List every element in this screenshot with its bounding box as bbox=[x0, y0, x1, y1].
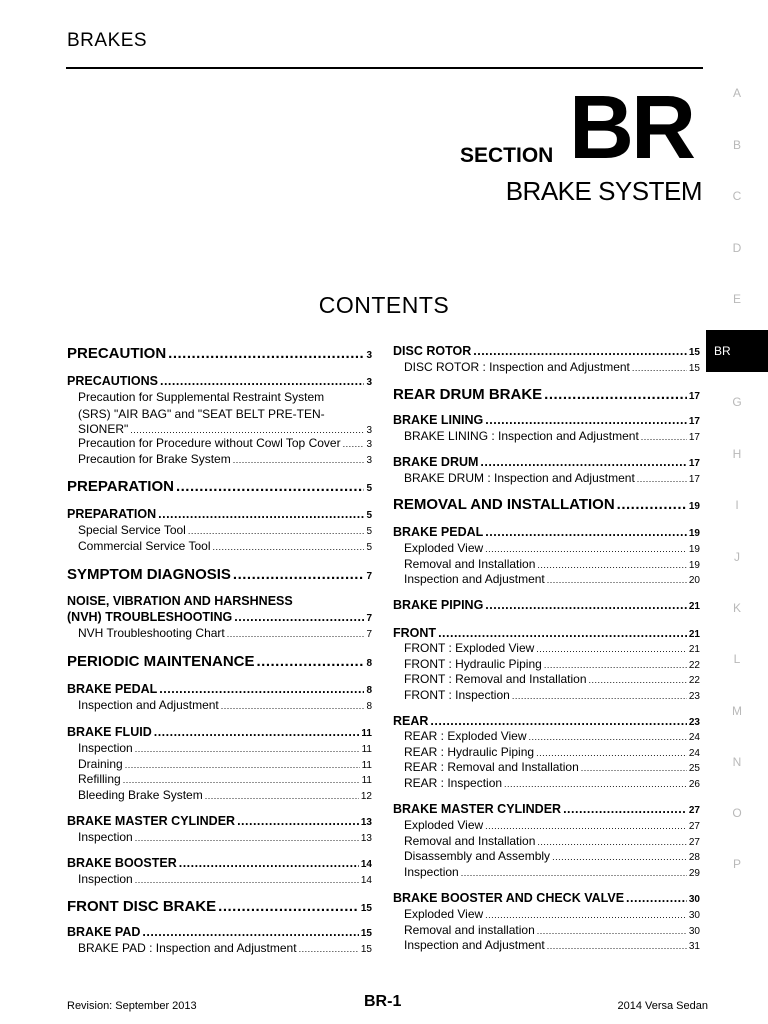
toc-entry-title: Removal and installation bbox=[404, 923, 535, 937]
toc-leader-dots bbox=[158, 507, 364, 521]
toc-leader-dots bbox=[205, 791, 359, 801]
toc-entry[interactable] bbox=[67, 610, 372, 624]
toc-entry[interactable] bbox=[393, 760, 700, 774]
toc-entry[interactable] bbox=[393, 626, 700, 640]
toc-entry-title: FRONT DISC BRAKE bbox=[67, 898, 217, 915]
toc-leader-dots bbox=[160, 374, 364, 388]
toc-leader-dots bbox=[233, 566, 365, 583]
toc-leader-dots bbox=[221, 701, 365, 711]
toc-page-number: 5 bbox=[366, 526, 372, 537]
toc-entry[interactable] bbox=[67, 872, 372, 886]
toc-entry[interactable] bbox=[67, 436, 372, 450]
index-tab-n[interactable]: N bbox=[732, 755, 742, 769]
toc-leader-dots bbox=[552, 852, 687, 862]
toc-entry[interactable] bbox=[67, 422, 372, 436]
toc-leader-dots bbox=[233, 455, 365, 465]
toc-entry-title: REAR : Exploded View bbox=[404, 729, 527, 743]
toc-entry[interactable] bbox=[393, 834, 700, 848]
toc-leader-dots bbox=[430, 714, 686, 728]
toc-entry-title: PREPARATION bbox=[67, 507, 157, 521]
toc-leader-dots bbox=[485, 525, 687, 539]
toc-page-number: 22 bbox=[688, 660, 700, 671]
toc-leader-dots bbox=[257, 653, 365, 670]
toc-entry-title: Removal and Installation bbox=[404, 834, 536, 848]
toc-leader-dots bbox=[537, 837, 686, 847]
toc-entry-title: FRONT : Hydraulic Piping bbox=[404, 657, 542, 671]
toc-leader-dots bbox=[188, 526, 365, 536]
toc-page-number: 19 bbox=[688, 528, 700, 539]
toc-page-number: 14 bbox=[360, 875, 372, 886]
toc-entry-title: BRAKE PIPING bbox=[393, 598, 484, 612]
toc-leader-dots bbox=[299, 944, 359, 954]
index-tab-c[interactable]: C bbox=[732, 189, 742, 203]
toc-entry[interactable] bbox=[393, 907, 700, 921]
toc-entry[interactable] bbox=[393, 525, 700, 539]
toc-leader-dots bbox=[179, 856, 359, 870]
toc-leader-dots bbox=[512, 691, 687, 701]
index-tab-a[interactable]: A bbox=[732, 86, 741, 100]
toc-entry[interactable] bbox=[393, 865, 700, 879]
toc-page-number: 12 bbox=[360, 791, 372, 802]
toc-page-number: 19 bbox=[688, 544, 700, 555]
toc-page-number: 17 bbox=[688, 432, 700, 443]
toc-entry[interactable] bbox=[393, 714, 700, 728]
toc-page-number: 21 bbox=[688, 644, 700, 655]
toc-entry-title: PRECAUTION bbox=[67, 345, 167, 362]
toc-entry-title: BRAKE BOOSTER bbox=[67, 856, 177, 870]
toc-entry[interactable] bbox=[67, 523, 372, 537]
contents-title: CONTENTS bbox=[318, 292, 450, 318]
toc-page-number: 24 bbox=[688, 732, 700, 743]
toc-entry[interactable] bbox=[67, 374, 372, 388]
toc-entry[interactable] bbox=[393, 344, 700, 358]
toc-entry[interactable] bbox=[67, 898, 372, 915]
toc-entry-title: BRAKE MASTER CYLINDER bbox=[393, 802, 562, 816]
toc-leader-dots bbox=[632, 363, 687, 373]
toc-entry[interactable] bbox=[393, 386, 700, 403]
toc-entry[interactable] bbox=[393, 429, 700, 443]
toc-entry-title: BRAKE PAD bbox=[67, 925, 141, 939]
toc-leader-dots bbox=[536, 644, 687, 654]
toc-page-number: 3 bbox=[366, 425, 372, 436]
toc-leader-dots bbox=[227, 629, 365, 639]
footer-revision: Revision: September 2013 bbox=[67, 1000, 197, 1012]
toc-leader-dots bbox=[473, 344, 687, 358]
toc-entry[interactable] bbox=[67, 682, 372, 696]
toc-entry-title: NVH Troubleshooting Chart bbox=[78, 626, 225, 640]
toc-entry-title: PREPARATION bbox=[67, 478, 174, 495]
toc-entry-title-line: (SRS) "AIR BAG" and "SEAT BELT PRE-TEN- bbox=[78, 406, 325, 421]
toc-entry[interactable] bbox=[67, 941, 372, 955]
footer-page-number: BR-1 bbox=[364, 993, 402, 1010]
toc-page-number: 25 bbox=[688, 763, 700, 774]
toc-entry-title: Precaution for Brake System bbox=[78, 452, 231, 466]
toc-entry[interactable] bbox=[67, 653, 372, 670]
toc-page-number: 27 bbox=[688, 805, 700, 816]
toc-entry-title: DISC ROTOR : Inspection and Adjustment bbox=[404, 360, 630, 374]
toc-entry-title: SYMPTOM DIAGNOSIS bbox=[67, 566, 231, 583]
toc-entry-title: BRAKE PEDAL bbox=[67, 682, 158, 696]
toc-entry[interactable] bbox=[393, 657, 700, 671]
index-tab-l[interactable]: L bbox=[733, 652, 741, 666]
toc-entry-title: BRAKE DRUM : Inspection and Adjustment bbox=[404, 471, 635, 485]
section-word: SECTION bbox=[460, 144, 554, 167]
index-tab-o[interactable]: O bbox=[732, 806, 742, 820]
toc-page-number: 22 bbox=[688, 675, 700, 686]
toc-entry[interactable] bbox=[67, 725, 372, 739]
toc-entry[interactable] bbox=[393, 641, 700, 655]
toc-leader-dots bbox=[641, 432, 687, 442]
toc-entry[interactable] bbox=[67, 478, 372, 495]
toc-entry-title: Inspection and Adjustment bbox=[404, 938, 545, 952]
toc-entry-title: Refilling bbox=[78, 772, 121, 786]
toc-entry[interactable] bbox=[67, 698, 372, 712]
toc-entry-title: Inspection bbox=[78, 741, 133, 755]
toc-leader-dots bbox=[485, 910, 687, 920]
toc-leader-dots bbox=[130, 425, 364, 435]
index-tab-br[interactable]: BR bbox=[706, 330, 768, 372]
toc-leader-dots bbox=[343, 439, 365, 449]
toc-page-number: 13 bbox=[360, 833, 372, 844]
toc-entry-title: BRAKE FLUID bbox=[67, 725, 152, 739]
toc-page-number: 28 bbox=[688, 852, 700, 863]
toc-entry-title: Exploded View bbox=[404, 541, 484, 555]
toc-page-number: 11 bbox=[361, 744, 372, 755]
toc-entry-title: Draining bbox=[78, 757, 123, 771]
index-tab-e[interactable]: E bbox=[732, 292, 741, 306]
toc-entry-title: PERIODIC MAINTENANCE bbox=[67, 653, 255, 670]
toc-entry-title: Inspection bbox=[78, 830, 133, 844]
toc-leader-dots bbox=[176, 478, 364, 495]
toc-page-number: 27 bbox=[688, 821, 700, 832]
toc-leader-dots bbox=[537, 926, 687, 936]
toc-entry[interactable] bbox=[67, 452, 372, 466]
toc-entry-title: Bleeding Brake System bbox=[78, 788, 203, 802]
toc-entry[interactable] bbox=[393, 471, 700, 485]
toc-entry[interactable] bbox=[393, 688, 700, 702]
toc-page-number: 17 bbox=[688, 458, 700, 469]
toc-entry[interactable] bbox=[393, 455, 700, 469]
toc-leader-dots bbox=[480, 455, 686, 469]
toc-page-number: 26 bbox=[688, 779, 700, 790]
toc-leader-dots bbox=[637, 474, 687, 484]
toc-leader-dots bbox=[547, 941, 687, 951]
toc-page-number: 27 bbox=[688, 837, 700, 848]
toc-page-number: 15 bbox=[360, 903, 372, 914]
header-title: BRAKES bbox=[67, 30, 148, 51]
toc-entry[interactable] bbox=[67, 757, 372, 771]
toc-page-number: 3 bbox=[366, 439, 372, 450]
toc-page-number: 21 bbox=[688, 601, 700, 612]
toc-page-number: 31 bbox=[688, 941, 700, 952]
toc-entry-title: Exploded View bbox=[404, 907, 484, 921]
toc-entry-title: Precaution for Procedure without Cowl Top Cover bbox=[78, 436, 341, 450]
toc-entry-multiline[interactable] bbox=[67, 389, 372, 422]
toc-entry[interactable] bbox=[393, 891, 700, 905]
toc-entry[interactable] bbox=[67, 788, 372, 802]
toc-page-number: 30 bbox=[688, 926, 700, 937]
toc-leader-dots bbox=[485, 413, 687, 427]
toc-entry-title: Commercial Service Tool bbox=[78, 539, 211, 553]
toc-leader-dots bbox=[142, 925, 358, 939]
toc-leader-dots bbox=[537, 560, 686, 570]
toc-page-number: 15 bbox=[688, 347, 700, 358]
toc-leader-dots bbox=[154, 725, 360, 739]
toc-leader-dots bbox=[529, 732, 687, 742]
index-tab-d[interactable]: D bbox=[732, 241, 742, 255]
toc-leader-dots bbox=[547, 575, 687, 585]
section-name: BRAKE SYSTEM bbox=[505, 176, 702, 206]
toc-entry-title: BRAKE LINING : Inspection and Adjustment bbox=[404, 429, 639, 443]
toc-leader-dots bbox=[213, 542, 365, 552]
toc-entry-title: Inspection and Adjustment bbox=[404, 572, 545, 586]
toc-entry-title: FRONT : Exploded View bbox=[404, 641, 535, 655]
toc-page-number: 11 bbox=[361, 760, 372, 771]
index-tab-i[interactable]: I bbox=[735, 498, 739, 512]
toc-entry[interactable] bbox=[67, 566, 372, 583]
toc-leader-dots bbox=[135, 833, 359, 843]
toc-page-number: 13 bbox=[360, 817, 372, 828]
toc-entry-title: FRONT : Removal and Installation bbox=[404, 672, 587, 686]
toc-page-number: 23 bbox=[688, 691, 700, 702]
toc-entry-title: Exploded View bbox=[404, 818, 484, 832]
toc-entry-title: Disassembly and Assembly bbox=[404, 849, 551, 863]
toc-page-number: 29 bbox=[688, 868, 700, 879]
toc-entry-title: REAR bbox=[393, 714, 429, 728]
toc-leader-dots bbox=[123, 775, 360, 785]
toc-page-number: 15 bbox=[688, 363, 700, 374]
toc-entry[interactable] bbox=[393, 849, 700, 863]
toc-page-number: 19 bbox=[688, 501, 700, 512]
toc-page-number: 7 bbox=[366, 613, 372, 624]
toc-page-number: 11 bbox=[361, 775, 372, 786]
toc-leader-dots bbox=[125, 760, 360, 770]
footer-model: 2014 Versa Sedan bbox=[617, 1000, 708, 1012]
toc-entry-title: FRONT : Inspection bbox=[404, 688, 510, 702]
toc-entry[interactable] bbox=[67, 830, 372, 844]
toc-entry-title: Inspection bbox=[404, 865, 459, 879]
toc-page-number: 17 bbox=[688, 391, 700, 402]
toc-entry[interactable] bbox=[393, 729, 700, 743]
toc-entry-title: REAR : Hydraulic Piping bbox=[404, 745, 535, 759]
toc-page-number: 3 bbox=[366, 377, 372, 388]
toc-page-number: 17 bbox=[688, 474, 700, 485]
toc-page-number: 15 bbox=[360, 944, 372, 955]
toc-entry-title: DISC ROTOR bbox=[393, 344, 472, 358]
toc-leader-dots bbox=[135, 744, 360, 754]
toc-entry-title-line: Precaution for Supplemental Restraint System bbox=[78, 390, 325, 404]
toc-leader-dots bbox=[485, 821, 687, 831]
toc-entry[interactable] bbox=[393, 360, 700, 374]
toc-entry[interactable] bbox=[67, 856, 372, 870]
toc-entry-title-line: NOISE, VIBRATION AND HARSHNESS bbox=[67, 594, 293, 608]
index-tab-k[interactable]: K bbox=[732, 601, 741, 615]
toc-entry-title: Removal and Installation bbox=[404, 557, 536, 571]
toc-entry[interactable] bbox=[67, 772, 372, 786]
toc-leader-dots bbox=[168, 345, 364, 362]
toc-page-number: 8 bbox=[366, 701, 372, 712]
toc-entry-title: BRAKE LINING bbox=[393, 413, 484, 427]
toc-page-number: 5 bbox=[366, 542, 372, 553]
toc-entry[interactable] bbox=[393, 496, 700, 513]
toc-entry[interactable] bbox=[393, 413, 700, 427]
toc-page-number: 24 bbox=[688, 748, 700, 759]
toc-page-number: 5 bbox=[366, 510, 372, 521]
toc-entry-title: Inspection bbox=[78, 872, 133, 886]
toc-page-number: 15 bbox=[360, 928, 372, 939]
toc-page-number: 8 bbox=[366, 658, 372, 669]
toc-page-number: 7 bbox=[366, 629, 372, 640]
toc-leader-dots bbox=[589, 675, 687, 685]
toc-entry[interactable] bbox=[393, 598, 700, 612]
toc-page-number: 14 bbox=[360, 859, 372, 870]
toc-entry-title: REAR DRUM BRAKE bbox=[393, 386, 543, 403]
toc-entry[interactable] bbox=[393, 557, 700, 571]
toc-leader-dots bbox=[581, 763, 687, 773]
toc-entry[interactable] bbox=[393, 541, 700, 555]
toc-page-number: 11 bbox=[361, 728, 372, 739]
index-tab-b[interactable]: B bbox=[732, 138, 741, 152]
toc-entry-title: PRECAUTIONS bbox=[67, 374, 158, 388]
toc-leader-dots bbox=[504, 779, 687, 789]
toc-entry-title: REMOVAL AND INSTALLATION bbox=[393, 496, 615, 513]
toc-entry[interactable] bbox=[393, 776, 700, 790]
toc-entry-title: BRAKE BOOSTER AND CHECK VALVE bbox=[393, 891, 625, 905]
toc-page-number: 3 bbox=[366, 350, 372, 361]
toc-leader-dots bbox=[234, 610, 364, 624]
toc-leader-dots bbox=[544, 386, 687, 403]
index-tab-m[interactable]: M bbox=[732, 704, 742, 718]
toc-entry-title: FRONT bbox=[393, 626, 437, 640]
toc-page-number: 8 bbox=[366, 685, 372, 696]
index-tab-j[interactable]: J bbox=[734, 550, 740, 564]
toc-entry[interactable] bbox=[67, 345, 372, 362]
toc-page-number: 3 bbox=[366, 455, 372, 466]
toc-entry-title: BRAKE PAD : Inspection and Adjustment bbox=[78, 941, 297, 955]
toc-page-number: 7 bbox=[366, 571, 372, 582]
toc-entry[interactable] bbox=[393, 672, 700, 686]
toc-leader-dots bbox=[461, 868, 687, 878]
toc-entry-multiline[interactable] bbox=[67, 593, 372, 610]
toc-entry[interactable] bbox=[67, 539, 372, 553]
toc-entry[interactable] bbox=[393, 745, 700, 759]
toc-leader-dots bbox=[536, 748, 687, 758]
toc-leader-dots bbox=[135, 875, 359, 885]
toc-entry-title: BRAKE PEDAL bbox=[393, 525, 484, 539]
toc-entry[interactable] bbox=[393, 938, 700, 952]
header-rule bbox=[66, 67, 703, 69]
toc-entry[interactable] bbox=[67, 925, 372, 939]
toc-leader-dots bbox=[617, 496, 687, 513]
index-tab-p[interactable]: P bbox=[732, 857, 741, 871]
toc-leader-dots bbox=[159, 682, 364, 696]
toc-entry[interactable] bbox=[67, 814, 372, 828]
toc-entry[interactable] bbox=[67, 507, 372, 521]
toc-page-number: 30 bbox=[688, 910, 700, 921]
toc-page-number: 20 bbox=[688, 575, 700, 586]
toc-leader-dots bbox=[237, 814, 359, 828]
toc-page-number: 30 bbox=[688, 894, 700, 905]
toc-leader-dots bbox=[626, 891, 687, 905]
toc-entry-title: SIONER" bbox=[78, 422, 129, 436]
toc-entry-title: REAR : Removal and Installation bbox=[404, 760, 579, 774]
toc-entry[interactable] bbox=[393, 572, 700, 586]
toc-leader-dots bbox=[563, 802, 687, 816]
toc-entry-title: BRAKE MASTER CYLINDER bbox=[67, 814, 236, 828]
toc-leader-dots bbox=[218, 898, 359, 915]
toc-page-number: 5 bbox=[366, 483, 372, 494]
toc-entry-title: Inspection and Adjustment bbox=[78, 698, 219, 712]
toc-page-number: 23 bbox=[688, 717, 700, 728]
toc-leader-dots bbox=[485, 544, 687, 554]
toc-page-number: 17 bbox=[688, 416, 700, 427]
toc-entry[interactable] bbox=[67, 741, 372, 755]
index-tab-h[interactable]: H bbox=[732, 447, 742, 461]
toc-leader-dots bbox=[438, 626, 687, 640]
toc-entry-title: REAR : Inspection bbox=[404, 776, 503, 790]
toc-entry[interactable] bbox=[67, 626, 372, 640]
toc-entry[interactable] bbox=[393, 818, 700, 832]
toc-entry[interactable] bbox=[393, 802, 700, 816]
toc-entry-title: BRAKE DRUM bbox=[393, 455, 479, 469]
toc-page-number: 21 bbox=[688, 629, 700, 640]
toc-entry[interactable] bbox=[393, 923, 700, 937]
toc-page-number: 19 bbox=[688, 560, 700, 571]
toc-entry-title: Special Service Tool bbox=[78, 523, 186, 537]
toc-leader-dots bbox=[544, 660, 687, 670]
toc-entry-title: (NVH) TROUBLESHOOTING bbox=[67, 610, 233, 624]
section-code: BR bbox=[569, 78, 693, 178]
toc-leader-dots bbox=[485, 598, 687, 612]
index-tab-g[interactable]: G bbox=[732, 395, 742, 409]
